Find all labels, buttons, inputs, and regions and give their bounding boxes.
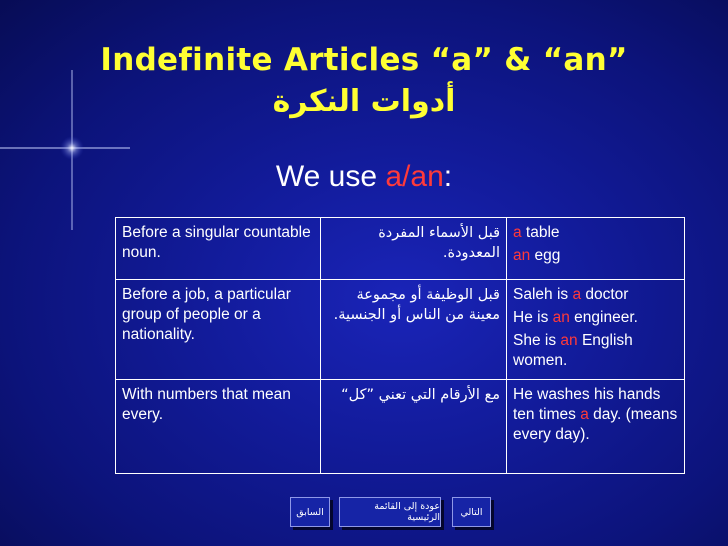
- example-line: [513, 223, 678, 243]
- previous-button[interactable]: السابق: [290, 497, 330, 527]
- subtitle-highlight: a/an: [385, 160, 444, 193]
- article-highlight: an: [560, 332, 578, 349]
- article-highlight: a: [580, 406, 589, 423]
- rule-english-cell: Before a singular countable noun.: [116, 218, 321, 280]
- example-line: [513, 246, 678, 266]
- navigation-bar: [0, 497, 728, 527]
- rule-arabic-cell: مع الأرقام التي تعني ”كل“: [321, 380, 507, 474]
- slide-title-english: Indefinite Articles “a” & “an”: [100, 42, 628, 78]
- example-text: He washes his hands ten times: [513, 386, 661, 423]
- examples-cell: [507, 280, 685, 380]
- rule-english-cell: With numbers that mean every.: [116, 380, 321, 474]
- examples-cell: [507, 218, 685, 280]
- table-row: [116, 280, 685, 380]
- example-text: English women.: [513, 332, 633, 369]
- example-text: day. (means every day).: [513, 406, 678, 443]
- rules-table: [115, 217, 685, 474]
- table-row: [116, 380, 685, 474]
- example-text: He is: [513, 309, 553, 326]
- article-highlight: an: [513, 247, 531, 264]
- example-line: [513, 385, 678, 445]
- rule-arabic-cell: قبل الوظيفة أو مجموعة معينة من الناس أو الجنسية.: [321, 280, 507, 380]
- next-button[interactable]: التالي: [452, 497, 491, 527]
- rule-english-cell: Before a job, a particular group of people or a nationality.: [116, 280, 321, 380]
- article-highlight: a: [572, 286, 582, 303]
- example-text: Saleh is: [513, 286, 573, 303]
- example-text: doctor: [581, 286, 629, 303]
- subtitle-suffix: :: [443, 160, 453, 193]
- example-text: egg: [530, 247, 561, 264]
- article-highlight: an: [552, 309, 570, 326]
- subtitle: [0, 160, 728, 194]
- home-menu-button[interactable]: عودة إلى القائمة الرئيسية: [339, 497, 441, 527]
- example-text: She is: [513, 332, 561, 349]
- example-line: [513, 331, 678, 371]
- article-highlight: a: [513, 224, 522, 241]
- example-line: [513, 308, 678, 328]
- table-row: [116, 218, 685, 280]
- rule-arabic-cell: قبل الأسماء المفردة المعدودة.: [321, 218, 507, 280]
- example-line: [513, 285, 678, 305]
- example-text: table: [521, 224, 560, 241]
- subtitle-prefix: We use: [275, 160, 386, 193]
- examples-cell: [507, 380, 685, 474]
- slide-title-arabic: أدوات النكرة: [272, 84, 456, 119]
- example-text: engineer.: [569, 309, 638, 326]
